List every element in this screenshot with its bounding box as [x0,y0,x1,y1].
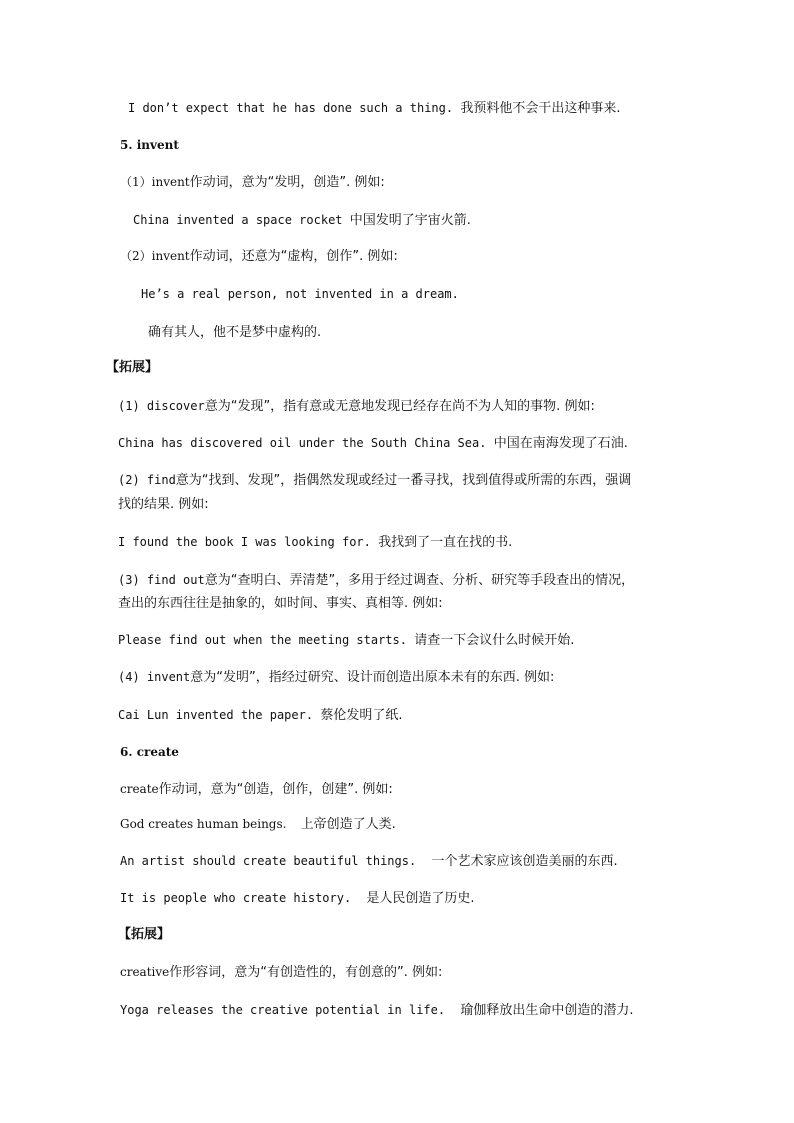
english-text: Yoga releases the creative potential in life. [120,1003,446,1017]
english-text: I don’t expect that he has done such a thing. [128,101,454,115]
chinese-translation: 中国在南海发现了石油. [493,436,628,451]
example-sentence [128,98,620,119]
extension-item [118,396,595,417]
english-text: Cai Lun invented the paper. [118,708,314,722]
term-label: （2）invent [120,249,190,263]
extension-item-continued [118,593,443,614]
chinese-translation: 我预料他不会干出这种事来. [460,101,621,116]
term-label: creative [120,965,170,979]
definition-line [120,246,398,267]
chinese-translation: 中国发明了宇宙火箭. [349,213,471,228]
chinese-definition: 作动词，意为“发明，创造”. 例如: [189,175,385,190]
chinese-translation: 确有其人，他不是梦中虚构的. [148,325,322,340]
example-sentence [120,851,618,872]
definition-line [120,172,385,193]
chinese-translation: 是人民创造了历史. [366,891,475,906]
chinese-translation: 上帝创造了人类. [300,817,396,832]
definition-line [120,779,393,800]
chinese-translation: 一个艺术家应该创造美丽的东西. [431,854,618,869]
term-label: (2) find [118,473,176,487]
chinese-translation: 瑜伽释放出生命中创造的潜力. [460,1003,634,1018]
extension-item [118,570,634,591]
example-sentence [118,705,402,726]
chinese-translation: 我找到了一直在找的书. [378,535,513,550]
english-text: Please find out when the meeting starts. [118,633,407,647]
term-label: (1) discover [118,399,205,413]
chinese-translation: 蔡伦发明了纸. [320,708,403,723]
term-label: (4) invent [118,670,191,684]
extension-heading: 【拓展】 [118,927,171,942]
term-label: create [120,782,159,796]
chinese-definition: 作形容词，意为“有创造性的，有创意的”. 例如: [169,965,443,980]
chinese-definition: 作动词，还意为“虚构，创作”. 例如: [189,249,398,264]
english-text: China has discovered oil under the South China Sea. [118,436,487,450]
chinese-definition: 意为“发明”，指经过研究、设计而创造出原本未有的东西. 例如: [190,670,555,685]
example-sentence [118,532,512,553]
english-text: He’s a real person, not invented in a dream. [141,287,459,301]
english-text: I found the book I was looking for. [118,535,371,549]
example-sentence [118,433,628,454]
example-sentence [120,814,396,835]
chinese-definition: 意为“查明白、弄清楚”，多用于经过调查、分析、研究等手段查出的情况， [204,573,635,588]
term-label: (3) find out [118,573,205,587]
english-text: It is people who create history. [120,891,352,905]
chinese-definition: 意为“发现”，指有意或无意地发现已经存在尚不为人知的事物. 例如: [204,399,595,414]
extension-heading: 【拓展】 [106,360,159,375]
section-heading-create: 6. create [120,745,179,759]
english-text: China invented a space rocket [133,213,343,227]
example-sentence [120,1000,633,1021]
english-text: God creates human beings. [120,817,287,831]
definition-line [120,962,442,983]
extension-item [118,470,631,491]
section-heading-invent: 5. invent [120,138,179,152]
example-translation [148,322,321,343]
term-label: （1）invent [120,175,190,189]
chinese-definition: 作动词，意为“创造，创作，创建”. 例如: [158,782,393,797]
example-sentence [141,284,459,304]
extension-item-continued [118,494,209,515]
chinese-translation: 请查一下会议什么时候开始. [414,633,575,648]
example-sentence [133,210,471,231]
extension-item [118,667,554,688]
chinese-definition: 找的结果. 例如: [118,497,209,512]
chinese-definition: 查出的东西往往是抽象的，如时间、事实、真相等. 例如: [118,596,443,611]
english-text: An artist should create beautiful things. [120,854,417,868]
example-sentence [118,630,574,651]
example-sentence [120,888,475,909]
chinese-definition: 意为“找到、发现”，指偶然发现或经过一番寻找，找到值得或所需的东西，强调 [175,473,632,488]
